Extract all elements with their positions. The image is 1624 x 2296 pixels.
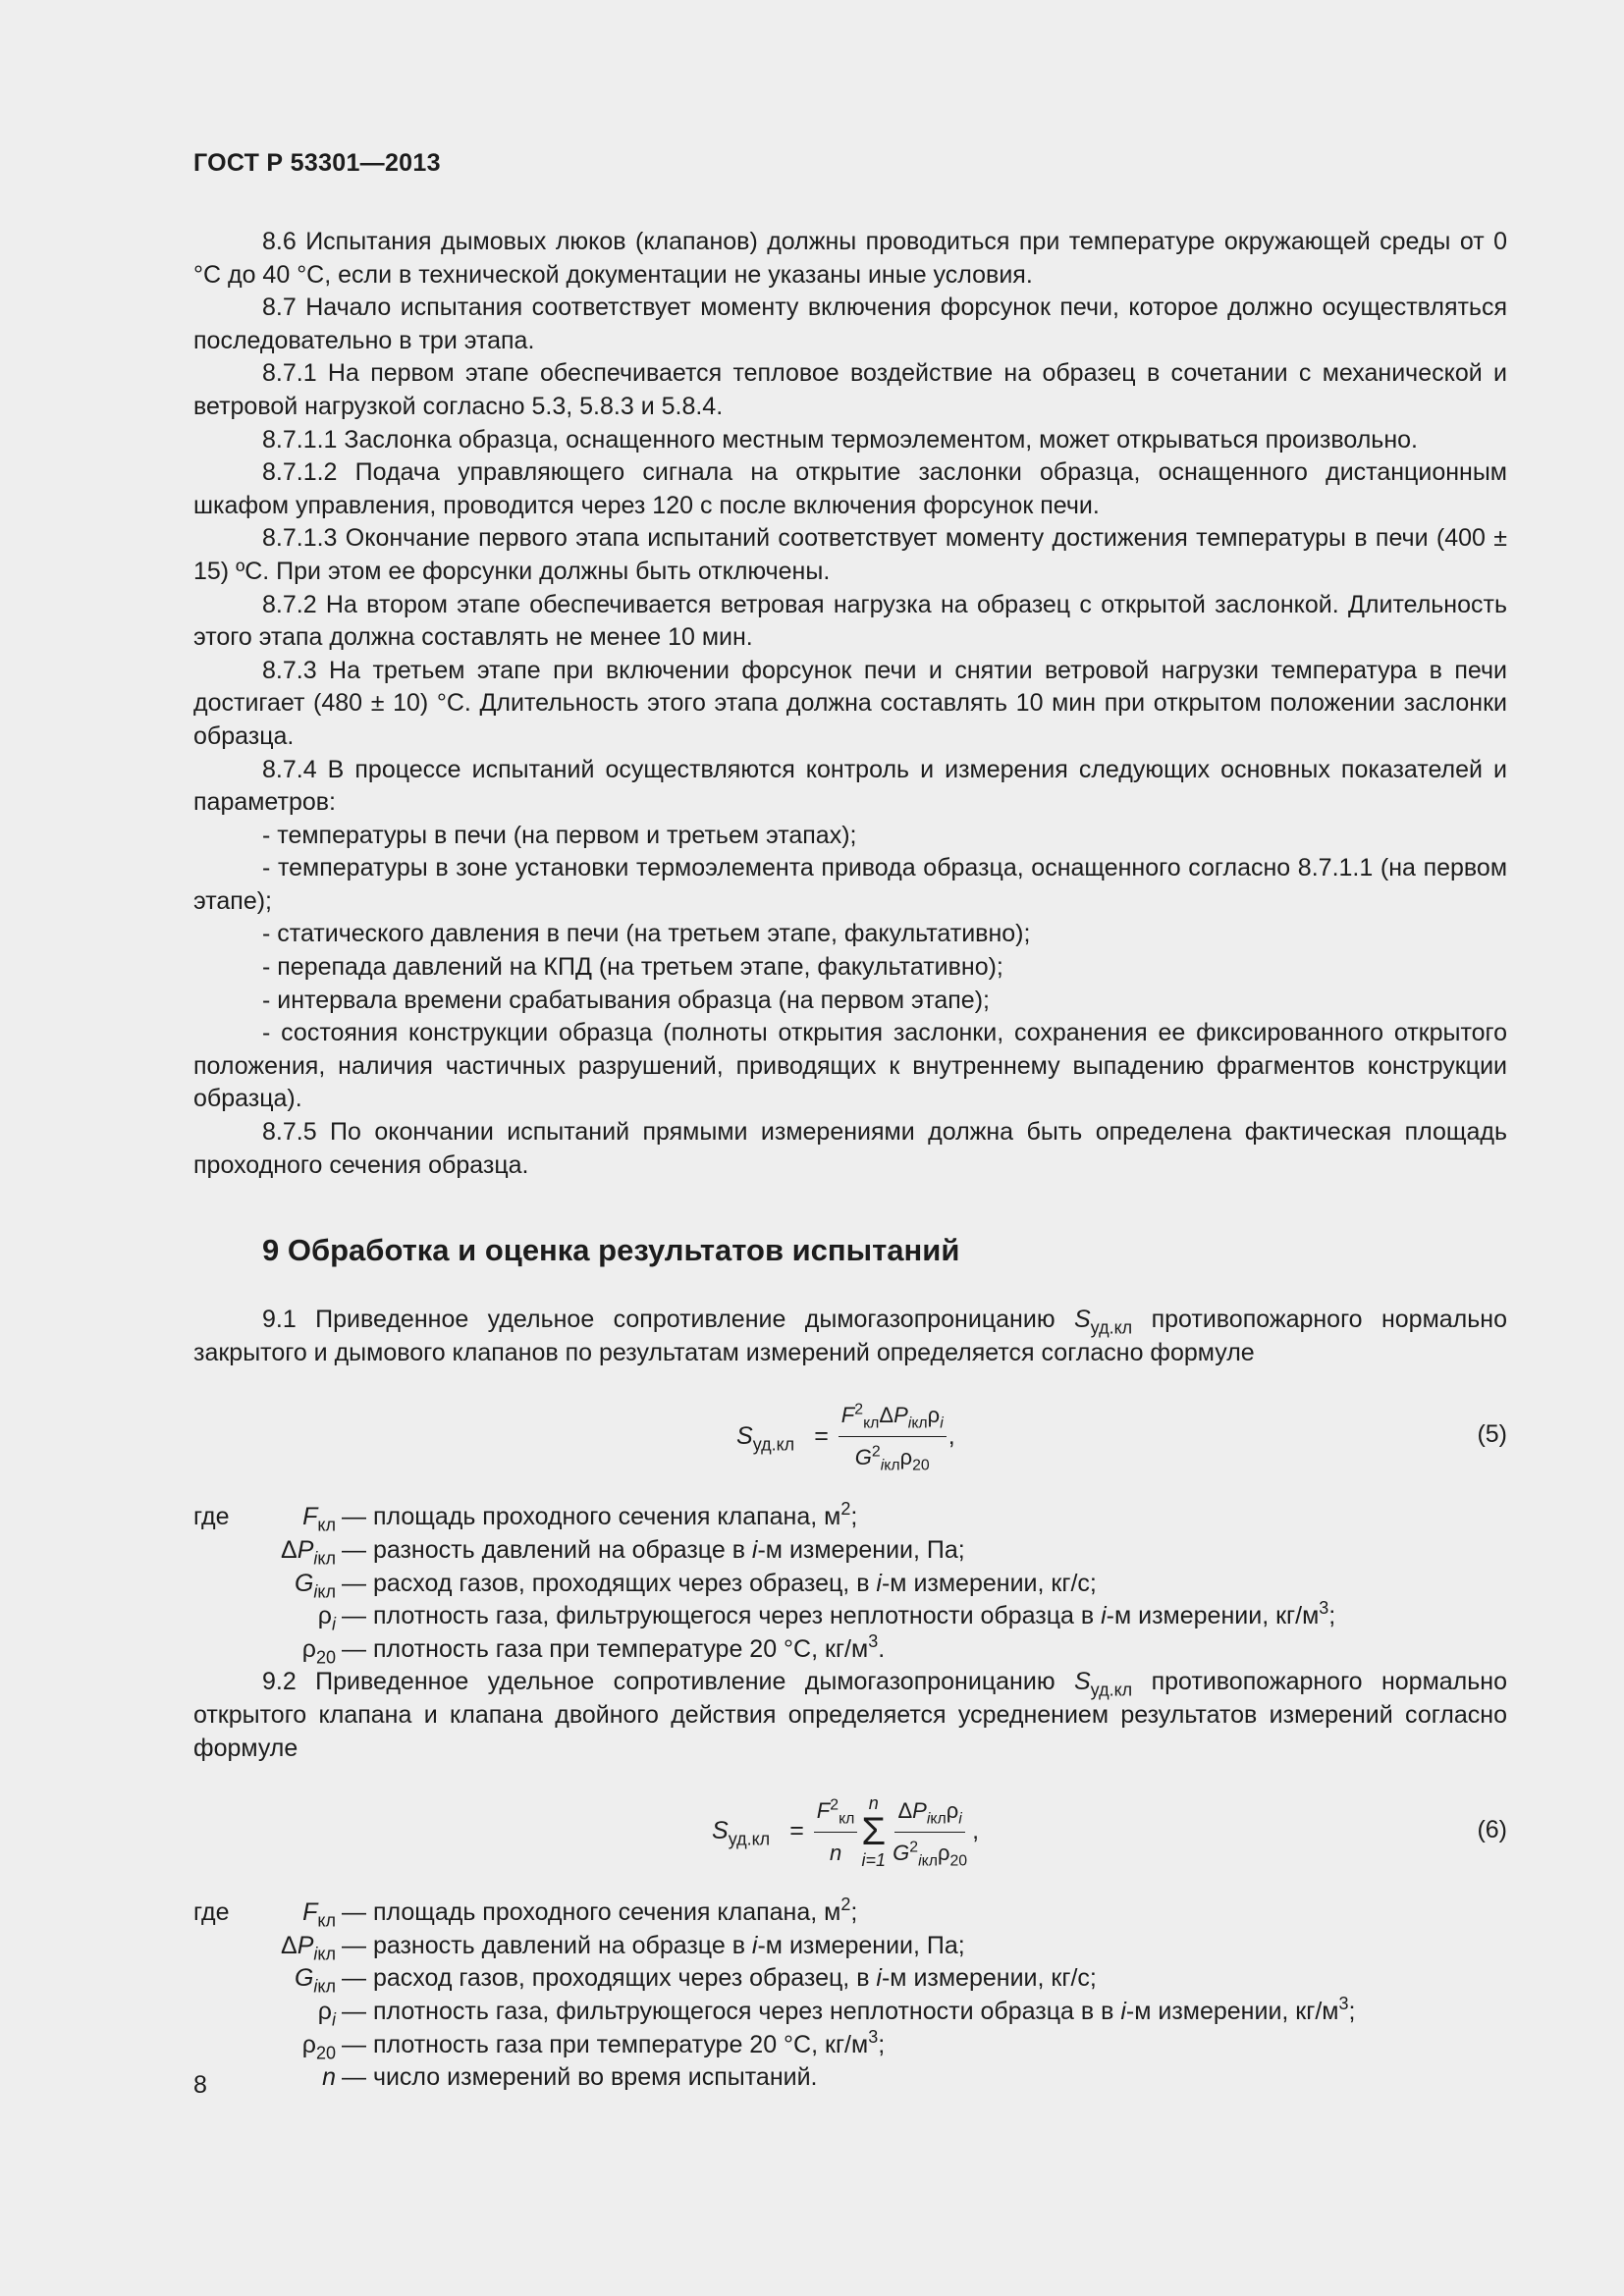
eq5-den-g-sub	[881, 1457, 900, 1473]
eq6-frac1-denominator: n	[829, 1840, 842, 1865]
legend2-desc-dp	[342, 1930, 1507, 1963]
legend2-g-sub-kl: кл	[317, 1976, 336, 1997]
page-number: 8	[193, 2071, 207, 2099]
legend2-sym-n: n	[322, 2063, 336, 2092]
paragraph-8-7-5: 8.7.5 По окончании испытаний прямыми измерениями должна быть определена фактическая площадь проходного сечения образца.	[193, 1118, 1507, 1179]
legend1-desc-rho-end: ;	[1328, 1602, 1336, 1630]
legend1-desc-f-text: — площадь проходного сечения клапана, м	[342, 1503, 841, 1531]
legend-eq5	[193, 1501, 1507, 1666]
eq5-den-g-sup: 2	[871, 1443, 881, 1461]
eq6-fraction-2	[890, 1794, 970, 1869]
legend1-rho20: ρ	[301, 1634, 316, 1663]
legend2-g-sub	[313, 1977, 336, 1997]
legend2-rho20-sub: 20	[315, 2042, 336, 2062]
paragraph-8-7: 8.7 Начало испытания соответствует моменту включения форсунок печи, которое должно осуществляться последовательно в три этапа.	[193, 294, 1507, 354]
symbol-s: S	[1073, 1306, 1091, 1334]
legend2-p-sub-kl: кл	[317, 1944, 336, 1964]
legend1-sym-rho-i	[193, 1600, 336, 1633]
eq6-frac2-numerator	[894, 1794, 964, 1833]
eq5-den-g: G	[854, 1444, 872, 1469]
legend2-desc-n: — число измерений во время испытаний.	[342, 2063, 818, 2092]
legend-eq6	[193, 1896, 1507, 2095]
legend1-g-sub-kl: кл	[317, 1580, 336, 1601]
legend2-rho: ρ	[317, 1997, 332, 2025]
subscript-udkl-2: уд.кл	[1090, 1680, 1133, 1700]
legend1-desc-f	[342, 1501, 1507, 1534]
paragraph-8-7-1: 8.7.1 На первом этапе обеспечивается тепловое воздействие на образец в сочетании с механической и ветровой нагрузкой согласно 5.3, 5.8.3 и 5.8.4.	[193, 359, 1507, 420]
legend1-desc-dp	[342, 1534, 1507, 1568]
legend1-desc-rho-i: i	[1101, 1602, 1107, 1630]
legend1-delta: Δ	[281, 1536, 298, 1564]
eq6-num-delta: Δ	[897, 1798, 913, 1824]
legend2-desc-g	[342, 1962, 1507, 1996]
eq5-num-delta: Δ	[879, 1403, 894, 1428]
legend1-desc-f-end: ;	[850, 1503, 858, 1531]
eq5-num-rho-sub: i	[940, 1415, 944, 1432]
document-header: ГОСТ Р 53301—2013	[193, 149, 441, 177]
eq6-den-g-sup: 2	[909, 1838, 919, 1855]
paragraph-8-7-1-3: 8.7.1.3 Окончание первого этапа испытаний соответствует моменту достижения температуры в печи (400 ± 15) ºС. При этом ее форсунки должны быть отключены.	[193, 524, 1507, 585]
eq6-num-f-sub: кл	[839, 1810, 855, 1828]
eq5-denominator	[852, 1437, 933, 1474]
eq5-den-rho-sub: 20	[912, 1457, 930, 1474]
eq6-den-g: G	[893, 1840, 910, 1865]
eq5-num-f-sup: 2	[854, 1401, 864, 1418]
legend1-desc-g	[342, 1568, 1507, 1601]
equation-5	[193, 1383, 1507, 1489]
paragraph-8-7-3: 8.7.3 На третьем этапе при включении форсунок печи и снятии ветровой нагрузки температура в печи достигает (480 ± 10) °С. Длительность этого этапа должна составлять 10 мин при открытом положении заслонки образца.	[193, 656, 1507, 750]
legend2-desc-rho-i: i	[1120, 1997, 1126, 2025]
eq6-comma: ,	[972, 1817, 980, 1845]
eq6-num-p-sub-kl: кл	[930, 1810, 947, 1828]
eq6-lhs-s: S	[712, 1817, 729, 1845]
legend1-g: G	[294, 1569, 314, 1597]
legend1-p-sub-i: i	[313, 1548, 318, 1569]
eq5-den-g-sub-kl: кл	[884, 1457, 900, 1474]
p91-text-before: 9.1 Приведенное удельное сопротивление дымогазопроницанию	[262, 1306, 1074, 1334]
equation-number-6: (6)	[1477, 1816, 1507, 1844]
equation-number-5: (5)	[1477, 1420, 1507, 1449]
equation-6-body	[712, 1779, 979, 1885]
legend2-desc-dp-text: — разность давлений на образце в	[342, 1931, 752, 1959]
legend2-delta: Δ	[281, 1931, 298, 1959]
legend2-desc-f	[342, 1896, 1507, 1930]
legend2-rho-sub: i	[332, 2009, 336, 2030]
legend2-where-word: где	[193, 1898, 230, 1927]
legend1-f: F	[302, 1503, 318, 1531]
legend2-sym-rho-i	[193, 1996, 336, 2029]
legend1-f-sub: кл	[317, 1515, 336, 1535]
eq6-num-rho-sub: i	[958, 1810, 962, 1828]
legend1-g-sub-i: i	[313, 1580, 318, 1601]
legend2-desc-g-text: — расход газов, проходящих через образец, в	[342, 1964, 877, 1993]
eq5-num-p-sub-i: i	[907, 1415, 912, 1432]
eq6-den-rho: ρ	[937, 1840, 950, 1865]
legend2-desc-rho-20	[342, 2026, 1507, 2062]
eq6-num-rho: ρ	[946, 1798, 959, 1824]
legend2-desc-rho-mid: -м измерении, кг/м	[1125, 1997, 1339, 2025]
eq5-numerator	[839, 1399, 947, 1437]
equation-6	[193, 1779, 1507, 1885]
eq5-num-p-sub-kl: кл	[911, 1415, 928, 1432]
legend1-desc-dp-end: -м измерении, Па;	[757, 1536, 965, 1564]
legend2-p-sub-i: i	[313, 1944, 318, 1964]
legend2-desc-g-end: -м измерении, кг/с;	[881, 1964, 1097, 1993]
legend1-p: P	[297, 1536, 314, 1564]
legend1-desc-rho20-end: .	[878, 1634, 886, 1663]
p92-text-after: противопожарного нормально открытого клапана и клапана двойного действия определяется усреднением результатов измерений согласно формуле	[193, 1668, 1507, 1762]
legend2-g: G	[294, 1964, 314, 1993]
legend1-desc-rho20-sup: 3	[868, 1630, 879, 1651]
legend1-desc-dp-i: i	[751, 1536, 758, 1564]
eq5-num-rho: ρ	[927, 1403, 941, 1428]
list-item-static-pressure: - статического давления в печи (на третьем этапе, факультативно);	[262, 920, 1031, 948]
eq6-num-f-sup: 2	[830, 1796, 839, 1814]
eq6-lhs	[712, 1815, 770, 1848]
eq5-num-p: P	[893, 1403, 908, 1428]
legend1-desc-g-end: -м измерении, кг/с;	[881, 1569, 1097, 1597]
eq6-sum-lower: i=1	[861, 1850, 887, 1871]
paragraph-8-7-2: 8.7.2 На втором этапе обеспечивается ветровая нагрузка на образец с открытой заслонкой. Длительность этого этапа должна составлять не менее 10 мин.	[193, 590, 1507, 652]
eq5-lhs	[736, 1420, 794, 1454]
eq5-den-rho: ρ	[899, 1444, 913, 1469]
legend2-f: F	[302, 1898, 318, 1927]
legend2-desc-rho-i	[342, 1996, 1507, 2029]
legend1-p-sub	[313, 1548, 336, 1568]
eq5-num-f-sub: кл	[863, 1415, 880, 1432]
legend1-desc-dp-text: — разность давлений на образце в	[342, 1536, 752, 1564]
eq6-num-p-sub	[927, 1811, 947, 1828]
paragraph-8-7-1-1: 8.7.1.1 Заслонка образца, оснащенного местным термоэлементом, может открываться произвольно.	[262, 425, 1418, 454]
legend1-sym-dp	[193, 1534, 336, 1568]
list-item-pressure-drop: - перепада давлений на КПД (на третьем этапе, факультативно);	[262, 953, 1003, 982]
legend2-sym-g	[193, 1962, 336, 1996]
eq5-num-p-sub	[908, 1415, 928, 1432]
eq6-sum-upper: n	[868, 1793, 879, 1814]
eq6-num-f: F	[816, 1798, 831, 1824]
legend1-rho20-sub: 20	[315, 1647, 336, 1668]
legend1-g-sub	[313, 1581, 336, 1601]
legend1-rho: ρ	[317, 1602, 332, 1630]
eq5-equals: =	[814, 1421, 829, 1450]
legend1-desc-rho-sup: 3	[1319, 1598, 1329, 1619]
eq5-fraction	[839, 1399, 947, 1473]
list-item-furnace-temp: - температуры в печи (на первом и третьем этапах);	[262, 821, 857, 849]
legend2-desc-rho-text: — плотность газа, фильтрующегося через неплотности образца в в	[342, 1997, 1121, 2025]
legend1-desc-rho-i	[342, 1600, 1507, 1633]
legend2-desc-rho20-end: ;	[878, 2030, 886, 2058]
page-body	[193, 226, 1507, 2095]
subscript-udkl: уд.кл	[1090, 1317, 1133, 1338]
legend1-desc-rho-text: — плотность газа, фильтрующегося через неплотности образца в	[342, 1602, 1102, 1630]
legend2-desc-f-text: — площадь проходного сечения клапана, м	[342, 1898, 841, 1927]
legend1-desc-f-sup: 2	[840, 1499, 851, 1520]
paragraph-8-7-4: 8.7.4 В процессе испытаний осуществляются контроль и измерения следующих основных показателей и параметров:	[193, 755, 1507, 817]
eq6-frac2-denominator	[890, 1833, 970, 1870]
legend2-desc-g-i: i	[876, 1964, 882, 1993]
list-item-construction-state: - состояния конструкции образца (полноты открытия заслонки, сохранения ее фиксированного открытого положения, наличия частичных разрушений, приводящих к внутреннему выпадению фрагментов конструкции образца).	[193, 1019, 1507, 1113]
list-item-thermoelement-temp: - температуры в зоне установки термоэлемента привода образца, оснащенного согласно 8.7.1.1 (на первом этапе);	[193, 854, 1507, 915]
legend2-desc-rho-end: ;	[1348, 1997, 1356, 2025]
p92-text-before: 9.2 Приведенное удельное сопротивление дымогазопроницанию	[262, 1668, 1074, 1696]
eq6-den-g-sub-i: i	[918, 1852, 922, 1870]
legend1-sym-rho-20	[193, 1633, 336, 1667]
eq6-lhs-sub: уд.кл	[728, 1829, 771, 1849]
legend2-desc-rho20-text: — плотность газа при температуре 20 °С, кг/м	[342, 2030, 869, 2058]
legend2-p: P	[297, 1931, 314, 1959]
legend2-desc-dp-end: -м измерении, Па;	[757, 1931, 965, 1959]
eq6-equals: =	[789, 1817, 804, 1845]
eq6-fraction-1	[814, 1794, 858, 1869]
paragraph-9-2	[193, 1666, 1507, 1765]
legend1-desc-g-i: i	[876, 1569, 882, 1597]
list-item-response-interval: - интервала времени срабатывания образца (на первом этапе);	[262, 986, 990, 1014]
eq5-den-g-sub-i: i	[880, 1457, 885, 1474]
eq6-num-p-sub-i: i	[926, 1810, 931, 1828]
eq6-den-rho-sub: 20	[949, 1852, 968, 1870]
legend2-desc-rho-sup: 3	[1338, 1994, 1349, 2014]
legend2-sym-f	[193, 1896, 336, 1930]
legend2-sym-dp	[193, 1930, 336, 1963]
p91-text-after: противопожарного нормально закрытого и дымового клапанов по результатам измерений определяется согласно формуле	[193, 1306, 1507, 1366]
legend1-desc-g-text: — расход газов, проходящих через образец, в	[342, 1569, 877, 1597]
equation-5-body	[736, 1383, 955, 1489]
eq5-comma: ,	[947, 1421, 955, 1450]
legend2-sym-rho-20	[193, 2029, 336, 2062]
eq6-num-p: P	[912, 1798, 927, 1824]
legend1-where-word: где	[193, 1503, 230, 1531]
paragraph-9-1	[193, 1304, 1507, 1369]
eq6-sum-sign: Σ	[861, 1810, 887, 1854]
legend2-g-sub-i: i	[313, 1976, 318, 1997]
eq6-den-g-sub	[918, 1852, 938, 1869]
legend2-rho20: ρ	[301, 2030, 316, 2058]
legend1-desc-rho-20	[342, 1630, 1507, 1667]
legend1-rho-sub: i	[332, 1614, 336, 1634]
legend2-f-sub: кл	[317, 1910, 336, 1931]
legend2-desc-f-end: ;	[850, 1898, 858, 1927]
paragraph-8-7-1-2: 8.7.1.2 Подача управляющего сигнала на открытие заслонки образца, оснащенного дистанционным шкафом управления, проводится через 120 с после включения форсунок печи.	[193, 458, 1507, 519]
section-title: 9 Обработка и оценка результатов испытаний	[262, 1233, 960, 1268]
legend1-desc-rho-mid: -м измерении, кг/м	[1106, 1602, 1320, 1630]
eq5-num-f: F	[840, 1403, 855, 1428]
legend2-desc-rho20-sup: 3	[868, 2026, 879, 2047]
eq5-lhs-sub: уд.кл	[752, 1433, 795, 1454]
legend2-p-sub	[313, 1944, 336, 1963]
legend2-desc-dp-i: i	[751, 1931, 758, 1959]
legend1-desc-rho20-text: — плотность газа при температуре 20 °С, кг/м	[342, 1634, 869, 1663]
eq6-sum	[861, 1794, 886, 1869]
symbol-s-2: S	[1073, 1668, 1091, 1696]
eq6-frac1-numerator	[814, 1794, 858, 1833]
eq5-lhs-s: S	[736, 1421, 753, 1450]
legend1-sym-g	[193, 1568, 336, 1601]
legend1-sym-f	[193, 1501, 336, 1534]
eq6-den-g-sub-kl: кл	[921, 1852, 938, 1870]
legend2-desc-f-sup: 2	[840, 1895, 851, 1915]
legend1-p-sub-kl: кл	[317, 1548, 336, 1569]
paragraph-8-6: 8.6 Испытания дымовых люков (клапанов) должны проводиться при температуре окружающей среды от 0 °С до 40 °С, если в технической документации не указаны иные условия.	[193, 228, 1507, 289]
